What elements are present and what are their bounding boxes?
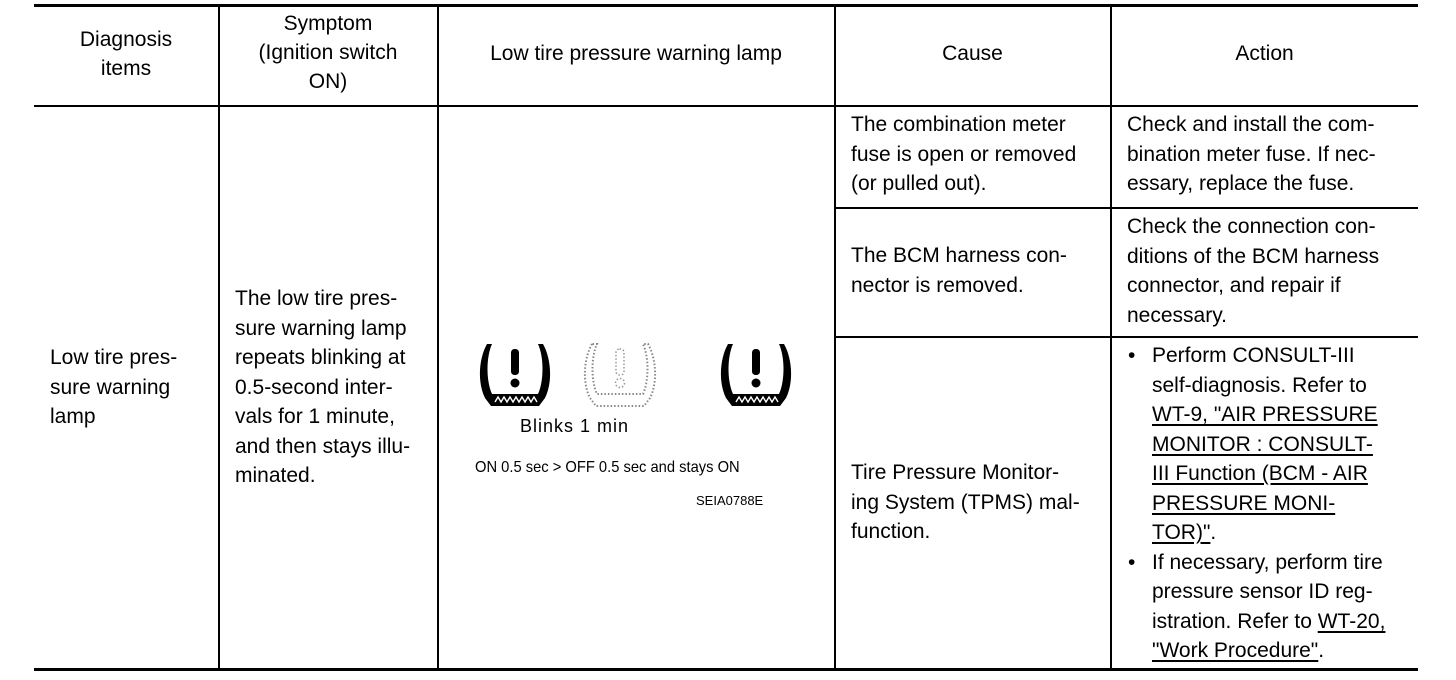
action-tpms-item-2: [1127, 548, 1418, 666]
column-divider-3: [834, 4, 836, 671]
figure-caption-blinks: Blinks 1 min: [520, 416, 630, 436]
tpms-warning-icon-on-1: [480, 344, 550, 406]
header-diagnosis-items: Diagnosis items: [79, 28, 173, 80]
table-top-rule: [34, 4, 1418, 7]
table-bottom-rule: [34, 668, 1418, 671]
header-cause: Cause: [942, 42, 1003, 65]
bullet-2: •: [1128, 550, 1136, 574]
header-warning-lamp: Low tire pressure warning lamp: [490, 42, 782, 65]
symptom-cell: The low tire pres- sure warning lamp repeats blinking at 0.5-second inter- vals for 1 minute, and then stays illu- minated.: [235, 287, 411, 487]
figure-id-label: SEIA0788E: [696, 493, 764, 508]
header-action: Action: [1235, 42, 1294, 65]
column-divider-1: [218, 4, 220, 671]
action-tpms-text-2: If necessary, perform tire pressure sensor ID reg- istration. Refer to: [1152, 550, 1383, 633]
diagnosis-item-cell: Low tire pres- sure warning lamp: [50, 346, 178, 428]
cause-fuse: The combination meter fuse is open or removed (or pulled out).: [851, 113, 1077, 195]
action-tpms-end-1: .: [1210, 521, 1217, 544]
cause-row1-rule: [834, 207, 1418, 209]
column-divider-2: [437, 4, 439, 671]
action-tpms-list: [1127, 341, 1418, 666]
action-bcm-connector: Check the connection con- ditions of the BCM harness connector, and repair if necessary.: [1127, 215, 1380, 327]
bullet-1: •: [1128, 344, 1136, 367]
tpms-warning-icon-off: [585, 344, 655, 406]
cause-row2-rule: [834, 336, 1418, 338]
header-symptom: Symptom (Ignition switch ON): [258, 12, 398, 93]
tpms-warning-icon-on-2: [721, 344, 791, 406]
action-tpms-item-1: [1127, 341, 1418, 548]
action-tpms-end-2: .: [1318, 639, 1325, 662]
action-fuse: Check and install the com- bination meter fuse. If nec- essary, replace the fuse.: [1127, 113, 1376, 195]
lamp-icon-row: [470, 340, 810, 410]
header-bottom-rule: [34, 105, 1418, 107]
wt-20-work-procedure-link[interactable]: WT-20, "Work Procedure": [1152, 609, 1386, 662]
cause-bcm-connector: The BCM harness con- nector is removed.: [851, 244, 1067, 297]
wt-9-air-pressure-monitor-link[interactable]: WT-9, "AIR PRESSURE MONITOR : CONSULT- III Function (BCM - AIR PRESSURE MONI- TOR)": [1152, 403, 1378, 544]
column-divider-4: [1110, 4, 1112, 671]
action-tpms-text-1: Perform CONSULT-III self-diagnosis. Refer to: [1152, 344, 1367, 397]
cause-tpms-malfunction: Tire Pressure Monitor- ing System (TPMS) mal- function.: [851, 461, 1080, 543]
figure-sequence-text: ON 0.5 sec > OFF 0.5 sec and stays ON: [475, 459, 740, 476]
warning-lamp-figure: [470, 340, 810, 515]
